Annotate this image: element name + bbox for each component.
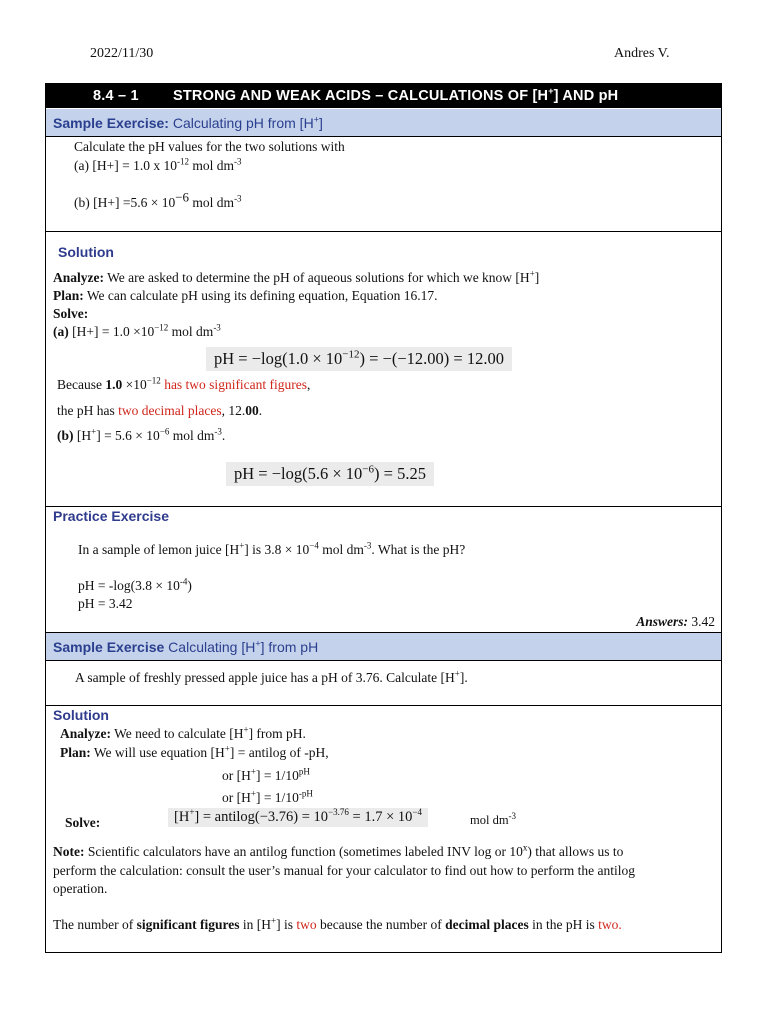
solution2-or-1: or $[H^+] = 1/10^{pH}$ — [222, 766, 310, 783]
solution1-part-a: (a) $[H+] = 1.0 \times 10^{-12}$ mol $dm^{-3}$ — [53, 322, 221, 339]
equation-ph-a: pH = $-\log(1.0 \times 10^{-12}) = -(-12.00) = 12.00$ — [206, 347, 512, 371]
sample-exercise-2-label: Sample Exercise Calculating [H+] from pH — [53, 638, 319, 655]
practice-answer-line2: pH = 3.42 — [78, 596, 133, 611]
note-line-3: operation. — [53, 881, 108, 896]
equation-antilog: [H+] = antilog(−3.76) = $10^{-3.76} = 1.7 \times 10^{-4}$ — [168, 808, 428, 827]
final-statement: The number of significant figures in [H+] is two because the number of decimal places in the pH is two. — [53, 915, 622, 932]
practice-answer-line1: pH = $-\log(3.8 \times 10^{-4})$ — [78, 576, 192, 593]
page-title — [46, 84, 721, 108]
sample2-question: A sample of freshly pressed apple juice has a pH of 3.76. Calculate [H+]. — [75, 668, 468, 685]
solution1-because: Because $1.0 \times 10^{-12}$ has two significant figures, — [57, 375, 311, 392]
solution1-solve-label: Solve: — [53, 306, 89, 321]
solution-1-heading: Solution — [58, 244, 114, 260]
note-line-2: perform the calculation: consult the user’s manual for your calculator to find out how to perform the antilog — [53, 863, 635, 878]
header-date: 2022/11/30 — [90, 46, 154, 61]
sample1-part-b: (b) $[H+] =5.6 \times 10^{-6}$ mol $dm^{-3}$ — [74, 189, 242, 210]
solution1-analyze: Analyze: We are asked to determine the pH of aqueous solutions for which we know [H+] — [53, 268, 540, 285]
solution1-ph-has: the pH has two decimal places, 12.00. — [57, 403, 263, 418]
sample1-instruction: Calculate the pH values for the two solutions with — [74, 139, 345, 154]
solution2-or-2: or $[H^+] = 1/10^{-pH}$ — [222, 788, 313, 805]
solution2-analyze: Analyze: We need to calculate [H+] from pH. — [60, 724, 306, 741]
solution-2-heading: Solution — [53, 707, 109, 723]
sample-exercise-2-band — [46, 633, 721, 660]
sample-exercise-1-band — [46, 109, 721, 136]
solution2-solve-label: Solve: — [65, 815, 101, 830]
practice-exercise-heading: Practice Exercise — [53, 508, 169, 524]
solution2-plan: Plan: We will use equation [H+] = antilog of -pH, — [60, 743, 329, 760]
equation-antilog-unit: mol $dm^{-3}$ — [470, 810, 517, 827]
worksheet-table — [45, 83, 722, 953]
practice-answers: Answers: 3.42 — [636, 614, 715, 629]
title-text: STRONG AND WEAK ACIDS – CALCULATIONS OF [H+] AND pH — [173, 86, 619, 104]
practice-question: In a sample of lemon juice [H+] is $3.8 \times 10^{-4}$ mol $dm^{-3}$. What is the pH? — [78, 540, 466, 557]
solution1-plan: Plan: We can calculate pH using its defining equation, Equation 16.17. — [53, 288, 438, 303]
sample1-part-a: (a) [H+] = 1.0 x $10^{-12}$ mol $dm^{-3}$ — [74, 156, 242, 173]
note-line-1: Note: Scientific calculators have an antilog function (sometimes labeled INV log or 10$^x$) that allows us to — [53, 842, 624, 859]
solution1-part-b: (b) $[H^+] = 5.6 \times 10^{-6}$ mol $dm^{-3}$. — [57, 426, 226, 443]
equation-ph-b: pH = $-\log(5.6 \times 10^{-6}) = 5.25$ — [226, 462, 434, 486]
sample-exercise-1-label: Sample Exercise: Calculating pH from [H+] — [53, 114, 323, 131]
title-number: 8.4 – 1 — [93, 88, 139, 104]
header-author: Andres V. — [614, 46, 670, 61]
